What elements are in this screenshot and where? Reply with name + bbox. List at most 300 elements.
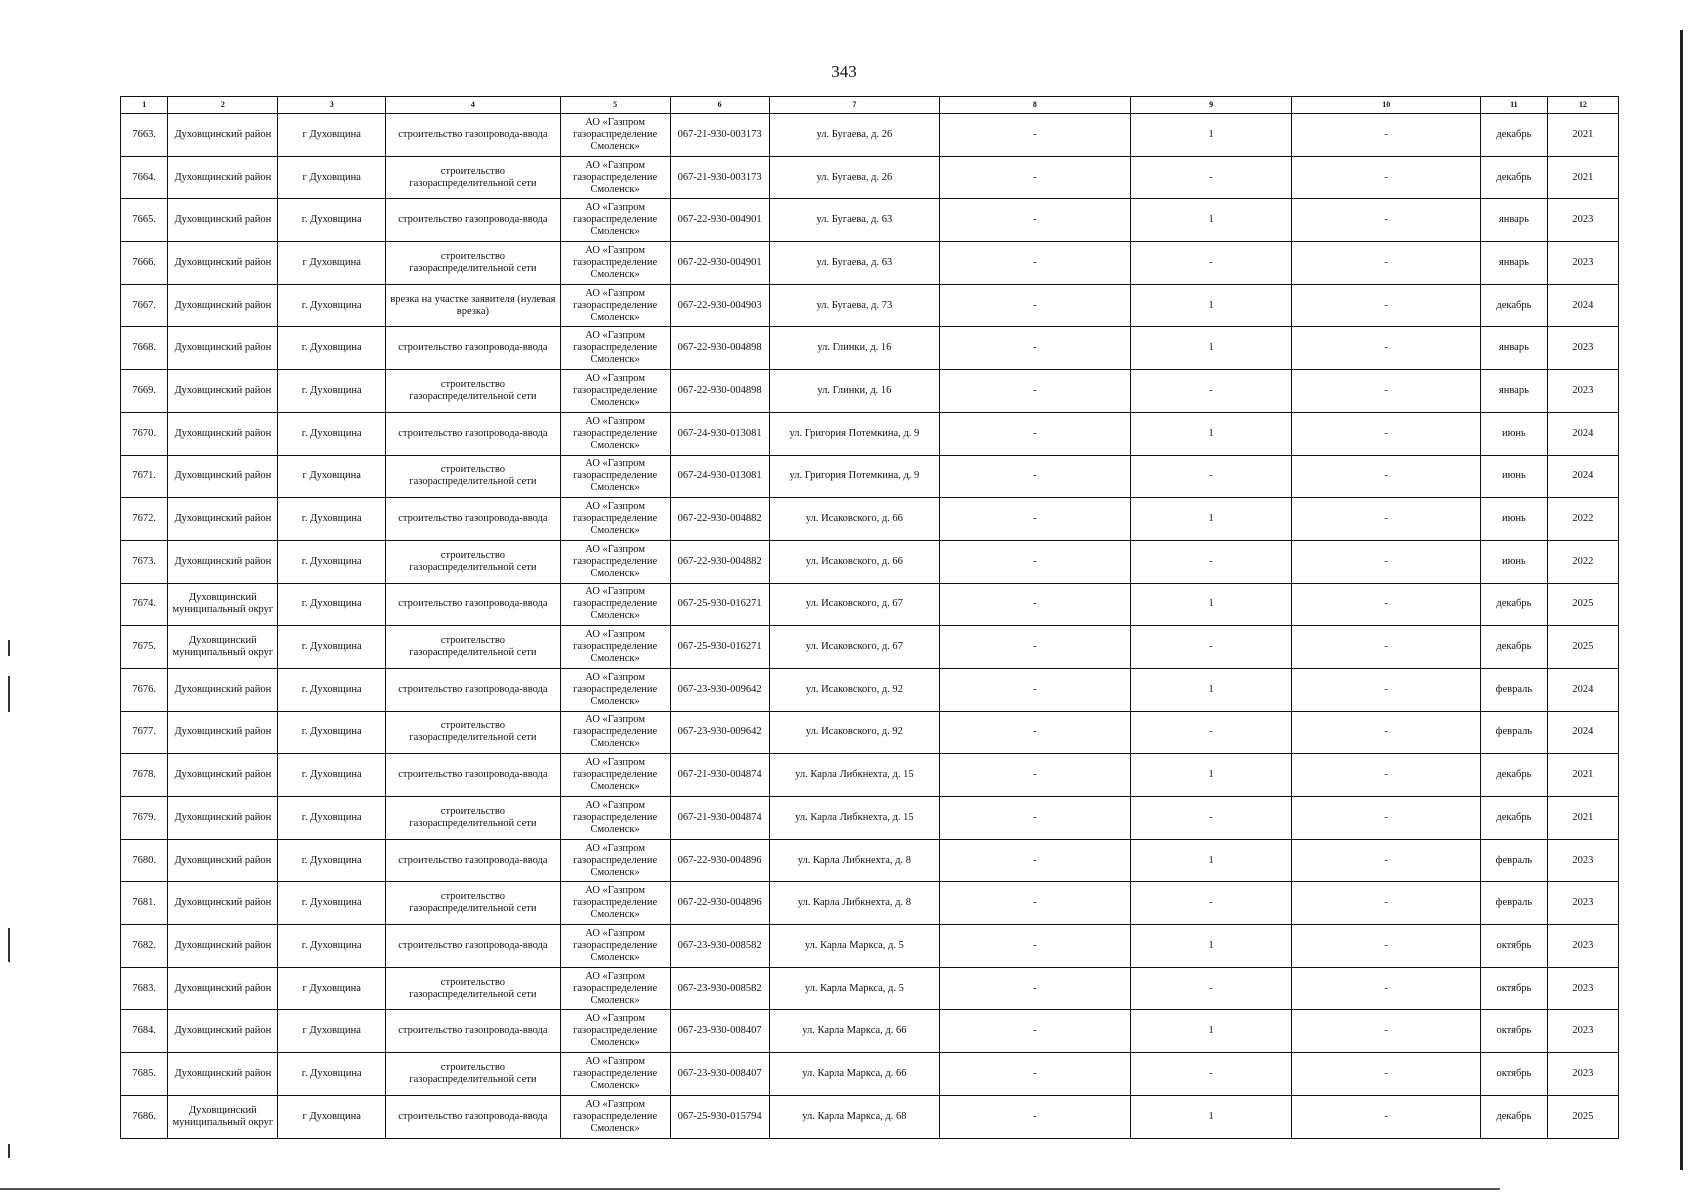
col-9-value-cell: - xyxy=(1130,797,1292,840)
application-number-cell: 067-23-930-008582 xyxy=(670,925,769,968)
district-cell: Духовщинский район xyxy=(168,327,278,370)
address-cell: ул. Карла Либкнехта, д. 15 xyxy=(769,797,939,840)
month-cell: октябрь xyxy=(1480,925,1547,968)
table-row xyxy=(121,327,1619,370)
work-type-cell: строительство газораспределительной сети xyxy=(386,967,561,1010)
work-type-cell: строительство газопровода-ввода xyxy=(386,925,561,968)
district-cell: Духовщинский район xyxy=(168,967,278,1010)
col-10-value-cell: - xyxy=(1292,114,1481,157)
settlement-cell: г. Духовщина xyxy=(278,754,386,797)
col-8-value-cell: - xyxy=(940,370,1131,413)
settlement-cell: г. Духовщина xyxy=(278,626,386,669)
month-cell: октябрь xyxy=(1480,967,1547,1010)
district-cell: Духовщинский район xyxy=(168,711,278,754)
district-cell: Духовщинский район xyxy=(168,498,278,541)
table-row xyxy=(121,284,1619,327)
col-9-value-cell: - xyxy=(1130,1053,1292,1096)
month-cell: февраль xyxy=(1480,668,1547,711)
year-cell: 2021 xyxy=(1547,797,1618,840)
month-cell: январь xyxy=(1480,327,1547,370)
col-8-value-cell: - xyxy=(940,797,1131,840)
address-cell: ул. Карла Либкнехта, д. 8 xyxy=(769,839,939,882)
row-number-cell: 7686. xyxy=(121,1095,168,1138)
application-number-cell: 067-22-930-004882 xyxy=(670,540,769,583)
col-9-value-cell: 1 xyxy=(1130,754,1292,797)
month-cell: декабрь xyxy=(1480,1095,1547,1138)
month-cell: февраль xyxy=(1480,882,1547,925)
month-cell: декабрь xyxy=(1480,583,1547,626)
work-type-cell: строительство газопровода-ввода xyxy=(386,498,561,541)
application-number-cell: 067-22-930-004903 xyxy=(670,284,769,327)
row-number-cell: 7677. xyxy=(121,711,168,754)
col-10-value-cell: - xyxy=(1292,754,1481,797)
district-cell: Духовщинский район xyxy=(168,455,278,498)
organization-cell: АО «Газпром газораспределение Смоленск» xyxy=(560,711,670,754)
col-8-value-cell: - xyxy=(940,925,1131,968)
organization-cell: АО «Газпром газораспределение Смоленск» xyxy=(560,455,670,498)
work-type-cell: строительство газораспределительной сети xyxy=(386,882,561,925)
column-header: 2 xyxy=(168,97,278,114)
organization-cell: АО «Газпром газораспределение Смоленск» xyxy=(560,498,670,541)
year-cell: 2021 xyxy=(1547,114,1618,157)
settlement-cell: г. Духовщина xyxy=(278,498,386,541)
row-number-cell: 7666. xyxy=(121,242,168,285)
column-header: 1 xyxy=(121,97,168,114)
column-header: 4 xyxy=(386,97,561,114)
district-cell: Духовщинский район xyxy=(168,1010,278,1053)
col-10-value-cell: - xyxy=(1292,797,1481,840)
col-9-value-cell: - xyxy=(1130,967,1292,1010)
organization-cell: АО «Газпром газораспределение Смоленск» xyxy=(560,114,670,157)
col-9-value-cell: - xyxy=(1130,455,1292,498)
col-10-value-cell: - xyxy=(1292,1095,1481,1138)
row-number-cell: 7672. xyxy=(121,498,168,541)
district-cell: Духовщинский район xyxy=(168,839,278,882)
organization-cell: АО «Газпром газораспределение Смоленск» xyxy=(560,754,670,797)
col-8-value-cell: - xyxy=(940,1010,1131,1053)
table-row xyxy=(121,412,1619,455)
col-8-value-cell: - xyxy=(940,1053,1131,1096)
work-type-cell: строительство газораспределительной сети xyxy=(386,626,561,669)
district-cell: Духовщинский район xyxy=(168,114,278,157)
col-8-value-cell: - xyxy=(940,839,1131,882)
application-number-cell: 067-22-930-004901 xyxy=(670,199,769,242)
application-number-cell: 067-23-930-009642 xyxy=(670,668,769,711)
month-cell: июнь xyxy=(1480,498,1547,541)
application-number-cell: 067-21-930-003173 xyxy=(670,114,769,157)
organization-cell: АО «Газпром газораспределение Смоленск» xyxy=(560,1010,670,1053)
district-cell: Духовщинский район xyxy=(168,370,278,413)
col-9-value-cell: 1 xyxy=(1130,327,1292,370)
month-cell: январь xyxy=(1480,242,1547,285)
address-cell: ул. Исаковского, д. 67 xyxy=(769,626,939,669)
column-header: 6 xyxy=(670,97,769,114)
col-10-value-cell: - xyxy=(1292,540,1481,583)
district-cell: Духовщинский район xyxy=(168,754,278,797)
column-header: 7 xyxy=(769,97,939,114)
district-cell: Духовщинский район xyxy=(168,797,278,840)
col-8-value-cell: - xyxy=(940,412,1131,455)
address-cell: ул. Карла Маркса, д. 66 xyxy=(769,1010,939,1053)
col-10-value-cell: - xyxy=(1292,1010,1481,1053)
district-cell: Духовщинский район xyxy=(168,242,278,285)
register-body xyxy=(121,114,1619,1139)
organization-cell: АО «Газпром газораспределение Смоленск» xyxy=(560,540,670,583)
row-number-cell: 7670. xyxy=(121,412,168,455)
table-row xyxy=(121,839,1619,882)
table-row xyxy=(121,455,1619,498)
organization-cell: АО «Газпром газораспределение Смоленск» xyxy=(560,583,670,626)
col-9-value-cell: - xyxy=(1130,711,1292,754)
row-number-cell: 7680. xyxy=(121,839,168,882)
application-number-cell: 067-22-930-004896 xyxy=(670,839,769,882)
address-cell: ул. Григория Потемкина, д. 9 xyxy=(769,455,939,498)
address-cell: ул. Глинки, д. 16 xyxy=(769,370,939,413)
col-8-value-cell: - xyxy=(940,199,1131,242)
work-type-cell: строительство газопровода-ввода xyxy=(386,199,561,242)
district-cell: Духовщинский район xyxy=(168,199,278,242)
col-10-value-cell: - xyxy=(1292,882,1481,925)
scan-artifact-mark xyxy=(8,928,10,962)
work-type-cell: врезка на участке заявителя (нулевая врезка) xyxy=(386,284,561,327)
table-row xyxy=(121,199,1619,242)
row-number-cell: 7683. xyxy=(121,967,168,1010)
work-type-cell: строительство газопровода-ввода xyxy=(386,1095,561,1138)
organization-cell: АО «Газпром газораспределение Смоленск» xyxy=(560,626,670,669)
year-cell: 2023 xyxy=(1547,967,1618,1010)
settlement-cell: г. Духовщина xyxy=(278,668,386,711)
col-9-value-cell: - xyxy=(1130,156,1292,199)
organization-cell: АО «Газпром газораспределение Смоленск» xyxy=(560,242,670,285)
col-8-value-cell: - xyxy=(940,711,1131,754)
month-cell: октябрь xyxy=(1480,1053,1547,1096)
column-number-header-row xyxy=(121,97,1619,114)
address-cell: ул. Карла Маркса, д. 5 xyxy=(769,967,939,1010)
application-number-cell: 067-24-930-013081 xyxy=(670,455,769,498)
settlement-cell: г. Духовщина xyxy=(278,284,386,327)
year-cell: 2023 xyxy=(1547,839,1618,882)
col-8-value-cell: - xyxy=(940,156,1131,199)
column-header: 10 xyxy=(1292,97,1481,114)
col-8-value-cell: - xyxy=(940,967,1131,1010)
settlement-cell: г. Духовщина xyxy=(278,882,386,925)
address-cell: ул. Исаковского, д. 92 xyxy=(769,711,939,754)
district-cell: Духовщинский район xyxy=(168,925,278,968)
table-row xyxy=(121,583,1619,626)
application-number-cell: 067-23-930-009642 xyxy=(670,711,769,754)
col-10-value-cell: - xyxy=(1292,455,1481,498)
work-type-cell: строительство газораспределительной сети xyxy=(386,797,561,840)
address-cell: ул. Карла Маркса, д. 5 xyxy=(769,925,939,968)
table-row xyxy=(121,967,1619,1010)
scan-artifact-mark xyxy=(8,1144,10,1158)
table-row xyxy=(121,1010,1619,1053)
settlement-cell: г. Духовщина xyxy=(278,711,386,754)
column-header: 9 xyxy=(1130,97,1292,114)
row-number-cell: 7673. xyxy=(121,540,168,583)
col-8-value-cell: - xyxy=(940,540,1131,583)
year-cell: 2022 xyxy=(1547,498,1618,541)
work-type-cell: строительство газопровода-ввода xyxy=(386,668,561,711)
month-cell: декабрь xyxy=(1480,626,1547,669)
table-row xyxy=(121,540,1619,583)
application-number-cell: 067-23-930-008407 xyxy=(670,1010,769,1053)
address-cell: ул. Глинки, д. 16 xyxy=(769,327,939,370)
district-cell: Духовщинский район xyxy=(168,412,278,455)
year-cell: 2023 xyxy=(1547,1053,1618,1096)
year-cell: 2025 xyxy=(1547,626,1618,669)
col-10-value-cell: - xyxy=(1292,583,1481,626)
year-cell: 2023 xyxy=(1547,925,1618,968)
address-cell: ул. Бугаева, д. 26 xyxy=(769,156,939,199)
work-type-cell: строительство газопровода-ввода xyxy=(386,1010,561,1053)
application-number-cell: 067-22-930-004896 xyxy=(670,882,769,925)
address-cell: ул. Карла Маркса, д. 68 xyxy=(769,1095,939,1138)
table-row xyxy=(121,797,1619,840)
settlement-cell: г Духовщина xyxy=(278,156,386,199)
col-9-value-cell: 1 xyxy=(1130,925,1292,968)
address-cell: ул. Бугаева, д. 26 xyxy=(769,114,939,157)
row-number-cell: 7668. xyxy=(121,327,168,370)
settlement-cell: г. Духовщина xyxy=(278,540,386,583)
month-cell: декабрь xyxy=(1480,284,1547,327)
col-8-value-cell: - xyxy=(940,1095,1131,1138)
application-number-cell: 067-21-930-003173 xyxy=(670,156,769,199)
work-type-cell: строительство газораспределительной сети xyxy=(386,1053,561,1096)
col-10-value-cell: - xyxy=(1292,412,1481,455)
month-cell: декабрь xyxy=(1480,114,1547,157)
settlement-cell: г. Духовщина xyxy=(278,797,386,840)
organization-cell: АО «Газпром газораспределение Смоленск» xyxy=(560,327,670,370)
col-9-value-cell: 1 xyxy=(1130,839,1292,882)
row-number-cell: 7669. xyxy=(121,370,168,413)
work-type-cell: строительство газораспределительной сети xyxy=(386,455,561,498)
col-9-value-cell: - xyxy=(1130,626,1292,669)
settlement-cell: г. Духовщина xyxy=(278,199,386,242)
settlement-cell: г Духовщина xyxy=(278,1095,386,1138)
column-header: 12 xyxy=(1547,97,1618,114)
year-cell: 2023 xyxy=(1547,370,1618,413)
settlement-cell: г. Духовщина xyxy=(278,327,386,370)
col-9-value-cell: - xyxy=(1130,242,1292,285)
col-9-value-cell: - xyxy=(1130,370,1292,413)
application-number-cell: 067-22-930-004901 xyxy=(670,242,769,285)
col-10-value-cell: - xyxy=(1292,370,1481,413)
application-number-cell: 067-22-930-004898 xyxy=(670,327,769,370)
row-number-cell: 7667. xyxy=(121,284,168,327)
scan-bottom-line xyxy=(0,1188,1500,1190)
row-number-cell: 7675. xyxy=(121,626,168,669)
district-cell: Духовщинский район xyxy=(168,284,278,327)
col-10-value-cell: - xyxy=(1292,839,1481,882)
application-number-cell: 067-25-930-016271 xyxy=(670,583,769,626)
year-cell: 2024 xyxy=(1547,711,1618,754)
table-row xyxy=(121,498,1619,541)
settlement-cell: г. Духовщина xyxy=(278,925,386,968)
row-number-cell: 7678. xyxy=(121,754,168,797)
address-cell: ул. Карла Либкнехта, д. 15 xyxy=(769,754,939,797)
work-type-cell: строительство газораспределительной сети xyxy=(386,711,561,754)
table-row xyxy=(121,156,1619,199)
month-cell: декабрь xyxy=(1480,754,1547,797)
organization-cell: АО «Газпром газораспределение Смоленск» xyxy=(560,1095,670,1138)
column-header: 3 xyxy=(278,97,386,114)
address-cell: ул. Бугаева, д. 63 xyxy=(769,199,939,242)
col-9-value-cell: 1 xyxy=(1130,1010,1292,1053)
column-header: 11 xyxy=(1480,97,1547,114)
col-8-value-cell: - xyxy=(940,327,1131,370)
settlement-cell: г. Духовщина xyxy=(278,1053,386,1096)
work-type-cell: строительство газопровода-ввода xyxy=(386,754,561,797)
table-row xyxy=(121,1095,1619,1138)
scan-edge-line xyxy=(1680,30,1683,1170)
settlement-cell: г Духовщина xyxy=(278,1010,386,1053)
col-8-value-cell: - xyxy=(940,626,1131,669)
row-number-cell: 7665. xyxy=(121,199,168,242)
col-8-value-cell: - xyxy=(940,583,1131,626)
settlement-cell: г Духовщина xyxy=(278,455,386,498)
district-cell: Духовщинский район xyxy=(168,1053,278,1096)
address-cell: ул. Григория Потемкина, д. 9 xyxy=(769,412,939,455)
settlement-cell: г. Духовщина xyxy=(278,370,386,413)
row-number-cell: 7676. xyxy=(121,668,168,711)
application-number-cell: 067-21-930-004874 xyxy=(670,754,769,797)
year-cell: 2024 xyxy=(1547,668,1618,711)
month-cell: июнь xyxy=(1480,412,1547,455)
address-cell: ул. Исаковского, д. 66 xyxy=(769,540,939,583)
year-cell: 2022 xyxy=(1547,540,1618,583)
month-cell: январь xyxy=(1480,370,1547,413)
row-number-cell: 7682. xyxy=(121,925,168,968)
col-8-value-cell: - xyxy=(940,668,1131,711)
work-type-cell: строительство газораспределительной сети xyxy=(386,242,561,285)
year-cell: 2023 xyxy=(1547,1010,1618,1053)
col-8-value-cell: - xyxy=(940,242,1131,285)
table-row xyxy=(121,882,1619,925)
col-10-value-cell: - xyxy=(1292,242,1481,285)
year-cell: 2023 xyxy=(1547,882,1618,925)
table-row xyxy=(121,668,1619,711)
address-cell: ул. Карла Либкнехта, д. 8 xyxy=(769,882,939,925)
organization-cell: АО «Газпром газораспределение Смоленск» xyxy=(560,412,670,455)
column-header: 8 xyxy=(940,97,1131,114)
col-10-value-cell: - xyxy=(1292,156,1481,199)
scan-artifact-mark xyxy=(8,640,10,656)
settlement-cell: г Духовщина xyxy=(278,967,386,1010)
month-cell: февраль xyxy=(1480,839,1547,882)
col-8-value-cell: - xyxy=(940,498,1131,541)
col-8-value-cell: - xyxy=(940,284,1131,327)
district-cell: Духовщинский район xyxy=(168,882,278,925)
district-cell: Духовщинский муниципальный округ xyxy=(168,1095,278,1138)
year-cell: 2021 xyxy=(1547,156,1618,199)
gasification-register-table xyxy=(120,96,1619,1139)
col-10-value-cell: - xyxy=(1292,711,1481,754)
row-number-cell: 7674. xyxy=(121,583,168,626)
year-cell: 2024 xyxy=(1547,412,1618,455)
col-9-value-cell: 1 xyxy=(1130,412,1292,455)
organization-cell: АО «Газпром газораспределение Смоленск» xyxy=(560,1053,670,1096)
address-cell: ул. Бугаева, д. 73 xyxy=(769,284,939,327)
month-cell: июнь xyxy=(1480,455,1547,498)
col-10-value-cell: - xyxy=(1292,967,1481,1010)
table-row xyxy=(121,754,1619,797)
address-cell: ул. Карла Маркса, д. 66 xyxy=(769,1053,939,1096)
year-cell: 2025 xyxy=(1547,583,1618,626)
district-cell: Духовщинский район xyxy=(168,156,278,199)
district-cell: Духовщинский район xyxy=(168,668,278,711)
year-cell: 2023 xyxy=(1547,242,1618,285)
year-cell: 2025 xyxy=(1547,1095,1618,1138)
table-row xyxy=(121,370,1619,413)
row-number-cell: 7681. xyxy=(121,882,168,925)
month-cell: октябрь xyxy=(1480,1010,1547,1053)
address-cell: ул. Исаковского, д. 92 xyxy=(769,668,939,711)
settlement-cell: г Духовщина xyxy=(278,242,386,285)
work-type-cell: строительство газораспределительной сети xyxy=(386,370,561,413)
col-10-value-cell: - xyxy=(1292,668,1481,711)
month-cell: июнь xyxy=(1480,540,1547,583)
table-row xyxy=(121,1053,1619,1096)
application-number-cell: 067-25-930-015794 xyxy=(670,1095,769,1138)
col-10-value-cell: - xyxy=(1292,327,1481,370)
col-9-value-cell: - xyxy=(1130,540,1292,583)
organization-cell: АО «Газпром газораспределение Смоленск» xyxy=(560,925,670,968)
col-9-value-cell: 1 xyxy=(1130,114,1292,157)
application-number-cell: 067-21-930-004874 xyxy=(670,797,769,840)
year-cell: 2021 xyxy=(1547,754,1618,797)
year-cell: 2024 xyxy=(1547,284,1618,327)
col-9-value-cell: 1 xyxy=(1130,284,1292,327)
col-10-value-cell: - xyxy=(1292,626,1481,669)
col-8-value-cell: - xyxy=(940,455,1131,498)
application-number-cell: 067-22-930-004882 xyxy=(670,498,769,541)
col-8-value-cell: - xyxy=(940,754,1131,797)
work-type-cell: строительство газораспределительной сети xyxy=(386,540,561,583)
application-number-cell: 067-23-930-008582 xyxy=(670,967,769,1010)
organization-cell: АО «Газпром газораспределение Смоленск» xyxy=(560,882,670,925)
work-type-cell: строительство газопровода-ввода xyxy=(386,412,561,455)
organization-cell: АО «Газпром газораспределение Смоленск» xyxy=(560,797,670,840)
application-number-cell: 067-24-930-013081 xyxy=(670,412,769,455)
settlement-cell: г Духовщина xyxy=(278,114,386,157)
work-type-cell: строительство газопровода-ввода xyxy=(386,114,561,157)
address-cell: ул. Бугаева, д. 63 xyxy=(769,242,939,285)
col-9-value-cell: - xyxy=(1130,882,1292,925)
row-number-cell: 7685. xyxy=(121,1053,168,1096)
row-number-cell: 7664. xyxy=(121,156,168,199)
page-number: 343 xyxy=(831,62,857,81)
organization-cell: АО «Газпром газораспределение Смоленск» xyxy=(560,199,670,242)
col-9-value-cell: 1 xyxy=(1130,1095,1292,1138)
settlement-cell: г. Духовщина xyxy=(278,412,386,455)
month-cell: декабрь xyxy=(1480,156,1547,199)
organization-cell: АО «Газпром газораспределение Смоленск» xyxy=(560,284,670,327)
month-cell: январь xyxy=(1480,199,1547,242)
col-9-value-cell: 1 xyxy=(1130,498,1292,541)
table-row xyxy=(121,242,1619,285)
table-row xyxy=(121,925,1619,968)
organization-cell: АО «Газпром газораспределение Смоленск» xyxy=(560,668,670,711)
organization-cell: АО «Газпром газораспределение Смоленск» xyxy=(560,967,670,1010)
col-8-value-cell: - xyxy=(940,882,1131,925)
scan-artifact-mark xyxy=(8,676,10,712)
address-cell: ул. Исаковского, д. 67 xyxy=(769,583,939,626)
row-number-cell: 7663. xyxy=(121,114,168,157)
application-number-cell: 067-22-930-004898 xyxy=(670,370,769,413)
row-number-cell: 7679. xyxy=(121,797,168,840)
organization-cell: АО «Газпром газораспределение Смоленск» xyxy=(560,370,670,413)
